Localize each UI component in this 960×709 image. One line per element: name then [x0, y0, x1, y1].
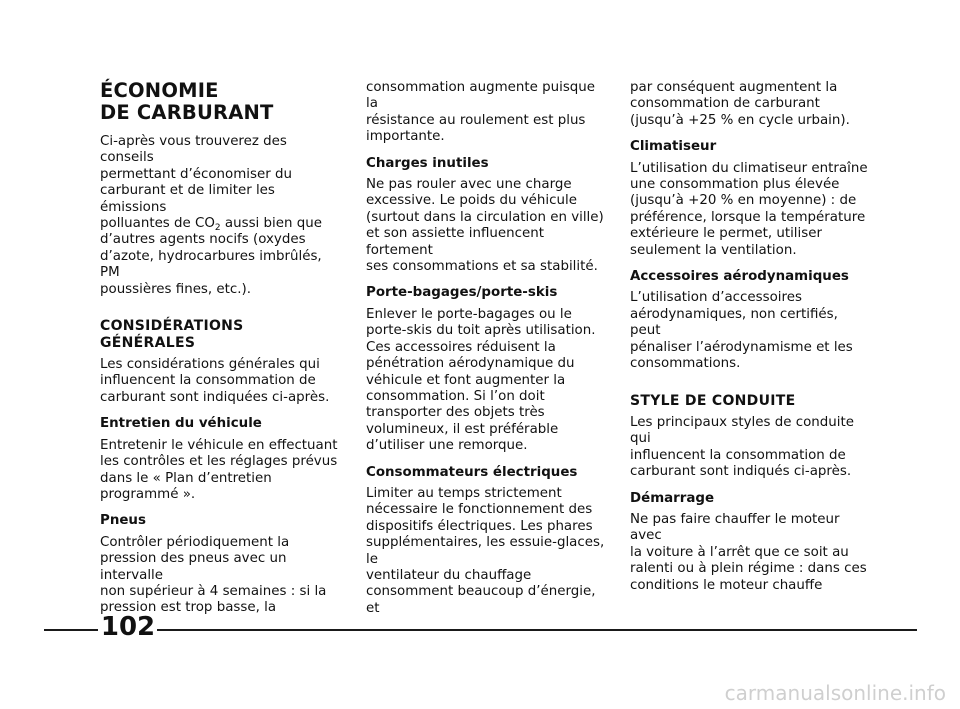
demarrage-paragraph: Ne pas faire chauffer le moteur avec la voiture à l’arrêt que ce soit au ralenti ou à plein régime : dans ces conditions le moteur chauffe [630, 512, 867, 593]
porte-bagages-paragraph: Enlever le porte-bagages ou le porte-skis du toit après utilisation. Ces accessoires réduisent la pénétration aérodynamique du véhicule et font augmenter la consommation. Si l’on doit transporter des objets très volumineux, il est préférable d’utiliser une remorque. [366, 306, 596, 454]
subheading-climatiseur: Climatiseur [630, 139, 717, 155]
watermark: carmanualsonline.info [724, 681, 946, 705]
subheading-consommateurs: Consommateurs électriques [366, 464, 578, 480]
accessoires-paragraph: L’utilisation d’accessoires aérodynamiques, non certifiés, peut pénaliser l’aérodynamisme et les consommations. [630, 290, 853, 372]
section-heading-considerations: CONSIDÉRATIONS GÉNÉRALES [100, 318, 244, 351]
entretien-paragraph: Entretenir le véhicule en effectuant les contrôles et les réglages prévus dans le « Plan d’entretien programmé ». [100, 437, 338, 502]
footer-rule-left [44, 629, 98, 631]
page-number: 102 [100, 612, 156, 642]
style-paragraph: Les principaux styles de conduite qui influencent la consommation de carburant sont indiqués ci-après. [630, 415, 854, 480]
general-paragraph: Les considérations générales qui influencent la consommation de carburant sont indiquées ci-après. [100, 357, 330, 405]
intro-paragraph: Ci-après vous trouverez des conseils permettant d’économiser du carburant et de limiter les émissions polluantes de $CO_2$ aussi bien que d’autres agents nocifs (oxydes d’azote, hydrocarbures imbrûlés, PM poussières fines, etc.). [100, 134, 322, 297]
subheading-porte-bagages: Porte-bagages/porte-skis [366, 285, 558, 301]
consommateurs-paragraph: Limiter au temps strictement nécessaire le fonctionnement des dispositifs électriques. Les phares supplémentaires, les essuie-glaces, le ventilateur du chauffage consomment beaucoup d’énergie, et [366, 485, 605, 616]
continued-paragraph: par conséquent augmentent la consommation de carburant (jusqu’à +25 % en cycle urbain). [630, 80, 850, 128]
subheading-demarrage: Démarrage [630, 490, 715, 506]
continued-paragraph: consommation augmente puisque la résistance au roulement est plus importante. [366, 80, 596, 145]
subheading-entretien: Entretien du véhicule [100, 416, 262, 432]
footer-rule-right [157, 629, 917, 631]
page-title: ÉCONOMIE DE CARBURANT [100, 79, 274, 124]
climatiseur-paragraph: L’utilisation du climatiseur entraîne une consommation plus élevée (jusqu’à +20 % en moyenne) : de préférence, lorsque la température extérieure le permet, utiliser seulement la ventilation. [630, 160, 868, 258]
column-1 [100, 80, 340, 617]
column-2 [366, 80, 606, 617]
column-3 [630, 80, 870, 594]
subheading-accessoires: Accessoires aérodynamiques [630, 269, 849, 285]
subheading-pneus: Pneus [100, 513, 146, 529]
section-heading-style: STYLE DE CONDUITE [630, 392, 796, 409]
charges-paragraph: Ne pas rouler avec une charge excessive. Le poids du véhicule (surtout dans la circulation en ville) et son assiette influencent fortement ses consommations et sa stabilité. [366, 177, 604, 275]
pneus-paragraph: Contrôler périodiquement la pression des pneus avec un intervalle non supérieur à 4 semaines : si la pression est trop basse, la [100, 534, 327, 616]
subheading-charges: Charges inutiles [366, 155, 489, 171]
